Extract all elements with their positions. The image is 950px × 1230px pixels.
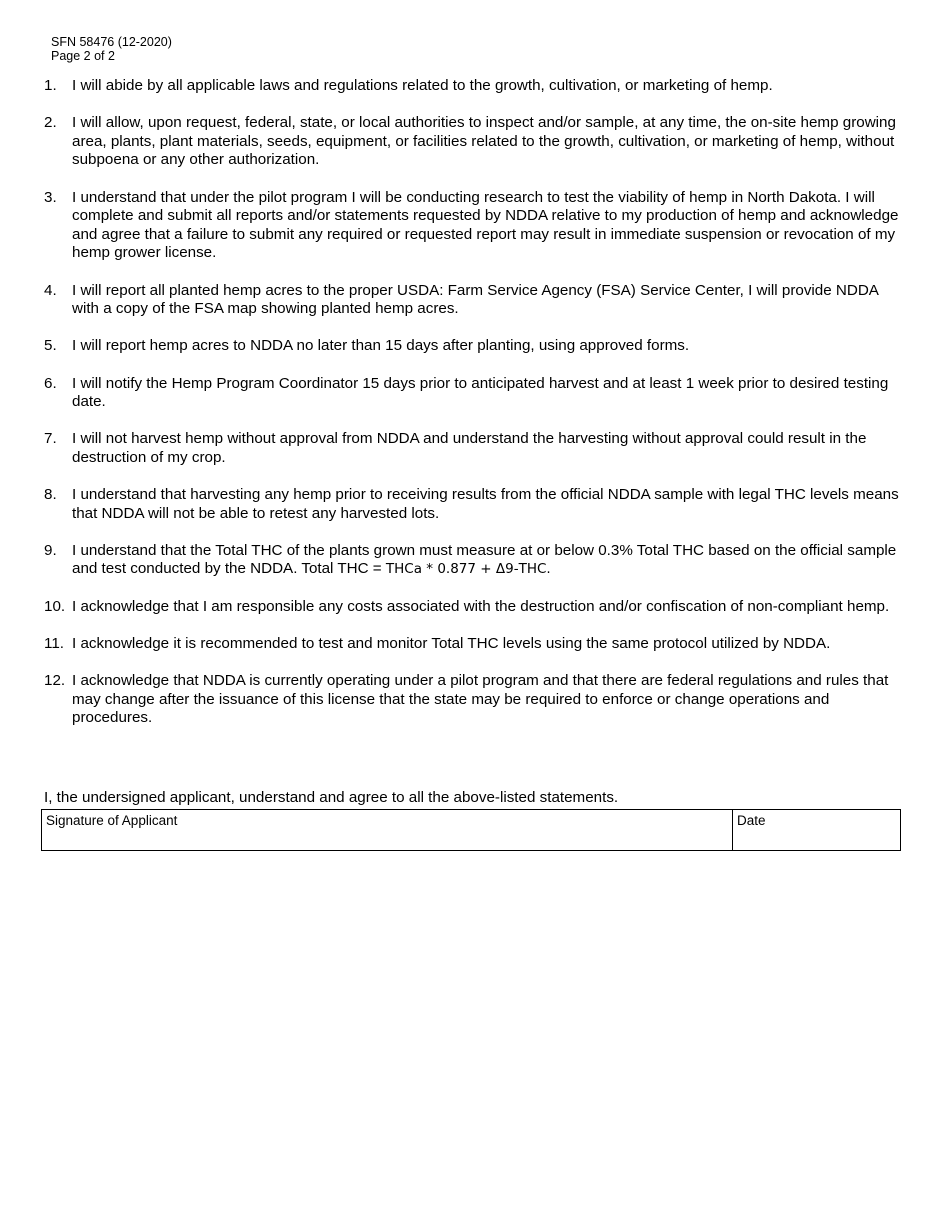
item-number: 2.: [44, 114, 57, 132]
item-number: 9.: [44, 541, 57, 559]
item-text: I will abide by all applicable laws and regulations related to the growth, cultivation, or marketing of hemp.: [72, 77, 773, 94]
form-number: SFN 58476 (12-2020): [51, 35, 172, 49]
item-text: I will report all planted hemp acres to the proper USDA: Farm Service Agency (FSA) Service Center, I will provide NDDA with a copy of the FSA map showing planted hemp acres.: [72, 281, 879, 318]
item-text: I acknowledge that I am responsible any costs associated with the destruction and/or confiscation of non-compliant hemp.: [72, 597, 890, 615]
item-text: I understand that under the pilot program I will be conducting research to test the viability of hemp in North Dakota. I will complete and submit all reports and/or statements requested by NDDA relative to my production of hemp and acknowledge and agree that a failure to submit any required or requested report may result in immediate suspension or revocation of my hemp grower license.: [72, 188, 899, 262]
item-number: 7.: [44, 430, 57, 448]
item-number: 4.: [44, 281, 57, 299]
list-item: [44, 672, 904, 728]
statement-list: [44, 77, 904, 746]
item-number: 1.: [44, 77, 57, 94]
item-text: I understand that the Total THC of the plants grown must measure at or below 0.3% Total THC based on the official sample and test conducted by the NDDA. Total THC =: [72, 541, 897, 578]
list-item: [44, 337, 904, 356]
list-item: [44, 282, 904, 319]
list-item: [44, 189, 904, 263]
list-item: [44, 542, 904, 579]
item-text: I will notify the Hemp Program Coordinator 15 days prior to anticipated harvest and at least 1 week prior to desired testing date.: [72, 374, 889, 411]
list-item: [44, 486, 904, 523]
list-item: [44, 598, 904, 617]
signature-table: [41, 809, 901, 851]
signature-label: Signature of Applicant: [46, 813, 178, 828]
item-number: 6.: [44, 374, 57, 392]
item-text: I acknowledge it is recommended to test and monitor Total THC levels using the same protocol utilized by NDDA.: [72, 634, 831, 652]
item-text: I understand that harvesting any hemp prior to receiving results from the official NDDA sample with legal THC levels means that NDDA will not be able to retest any harvested lots.: [72, 486, 899, 522]
list-item: [44, 375, 904, 412]
item-text: I will report hemp acres to NDDA no later than 15 days after planting, using approved forms.: [72, 337, 690, 355]
item-text: I will not harvest hemp without approval from NDDA and understand the harvesting without approval could result in the destruction of my crop.: [72, 430, 867, 466]
item-number: 10.: [44, 597, 66, 615]
item-text: I acknowledge that NDDA is currently operating under a pilot program and that there are federal regulations and rules that may change after the issuance of this license that the state may be required to enforce or change operations and procedures.: [72, 672, 889, 727]
list-item: [44, 635, 904, 654]
agreement-statement: I, the undersigned applicant, understand and agree to all the above-listed statements.: [44, 789, 619, 806]
item-number: 3.: [44, 188, 57, 206]
list-item: [44, 77, 904, 96]
date-label: Date: [737, 813, 766, 828]
list-item: [44, 430, 904, 467]
item-text: I will allow, upon request, federal, state, or local authorities to inspect and/or sample, at any time, the on-site hemp growing area, plants, plant materials, seeds, equipment, or facilities related to the growth, cultivation, or marketing of hemp, without subpoena or any other authorization.: [72, 114, 896, 169]
item-number: 11.: [44, 634, 64, 652]
signature-field[interactable]: [42, 810, 732, 850]
item-number: 5.: [44, 337, 57, 355]
item-number: 8.: [44, 486, 57, 504]
thc-formula: THCa * 0.877 + Δ9-THC.: [385, 561, 551, 578]
item-number: 12.: [44, 672, 66, 689]
date-field[interactable]: [732, 810, 900, 850]
page-number: Page 2 of 2: [51, 49, 115, 63]
list-item: [44, 114, 904, 170]
form-header: [51, 35, 172, 63]
